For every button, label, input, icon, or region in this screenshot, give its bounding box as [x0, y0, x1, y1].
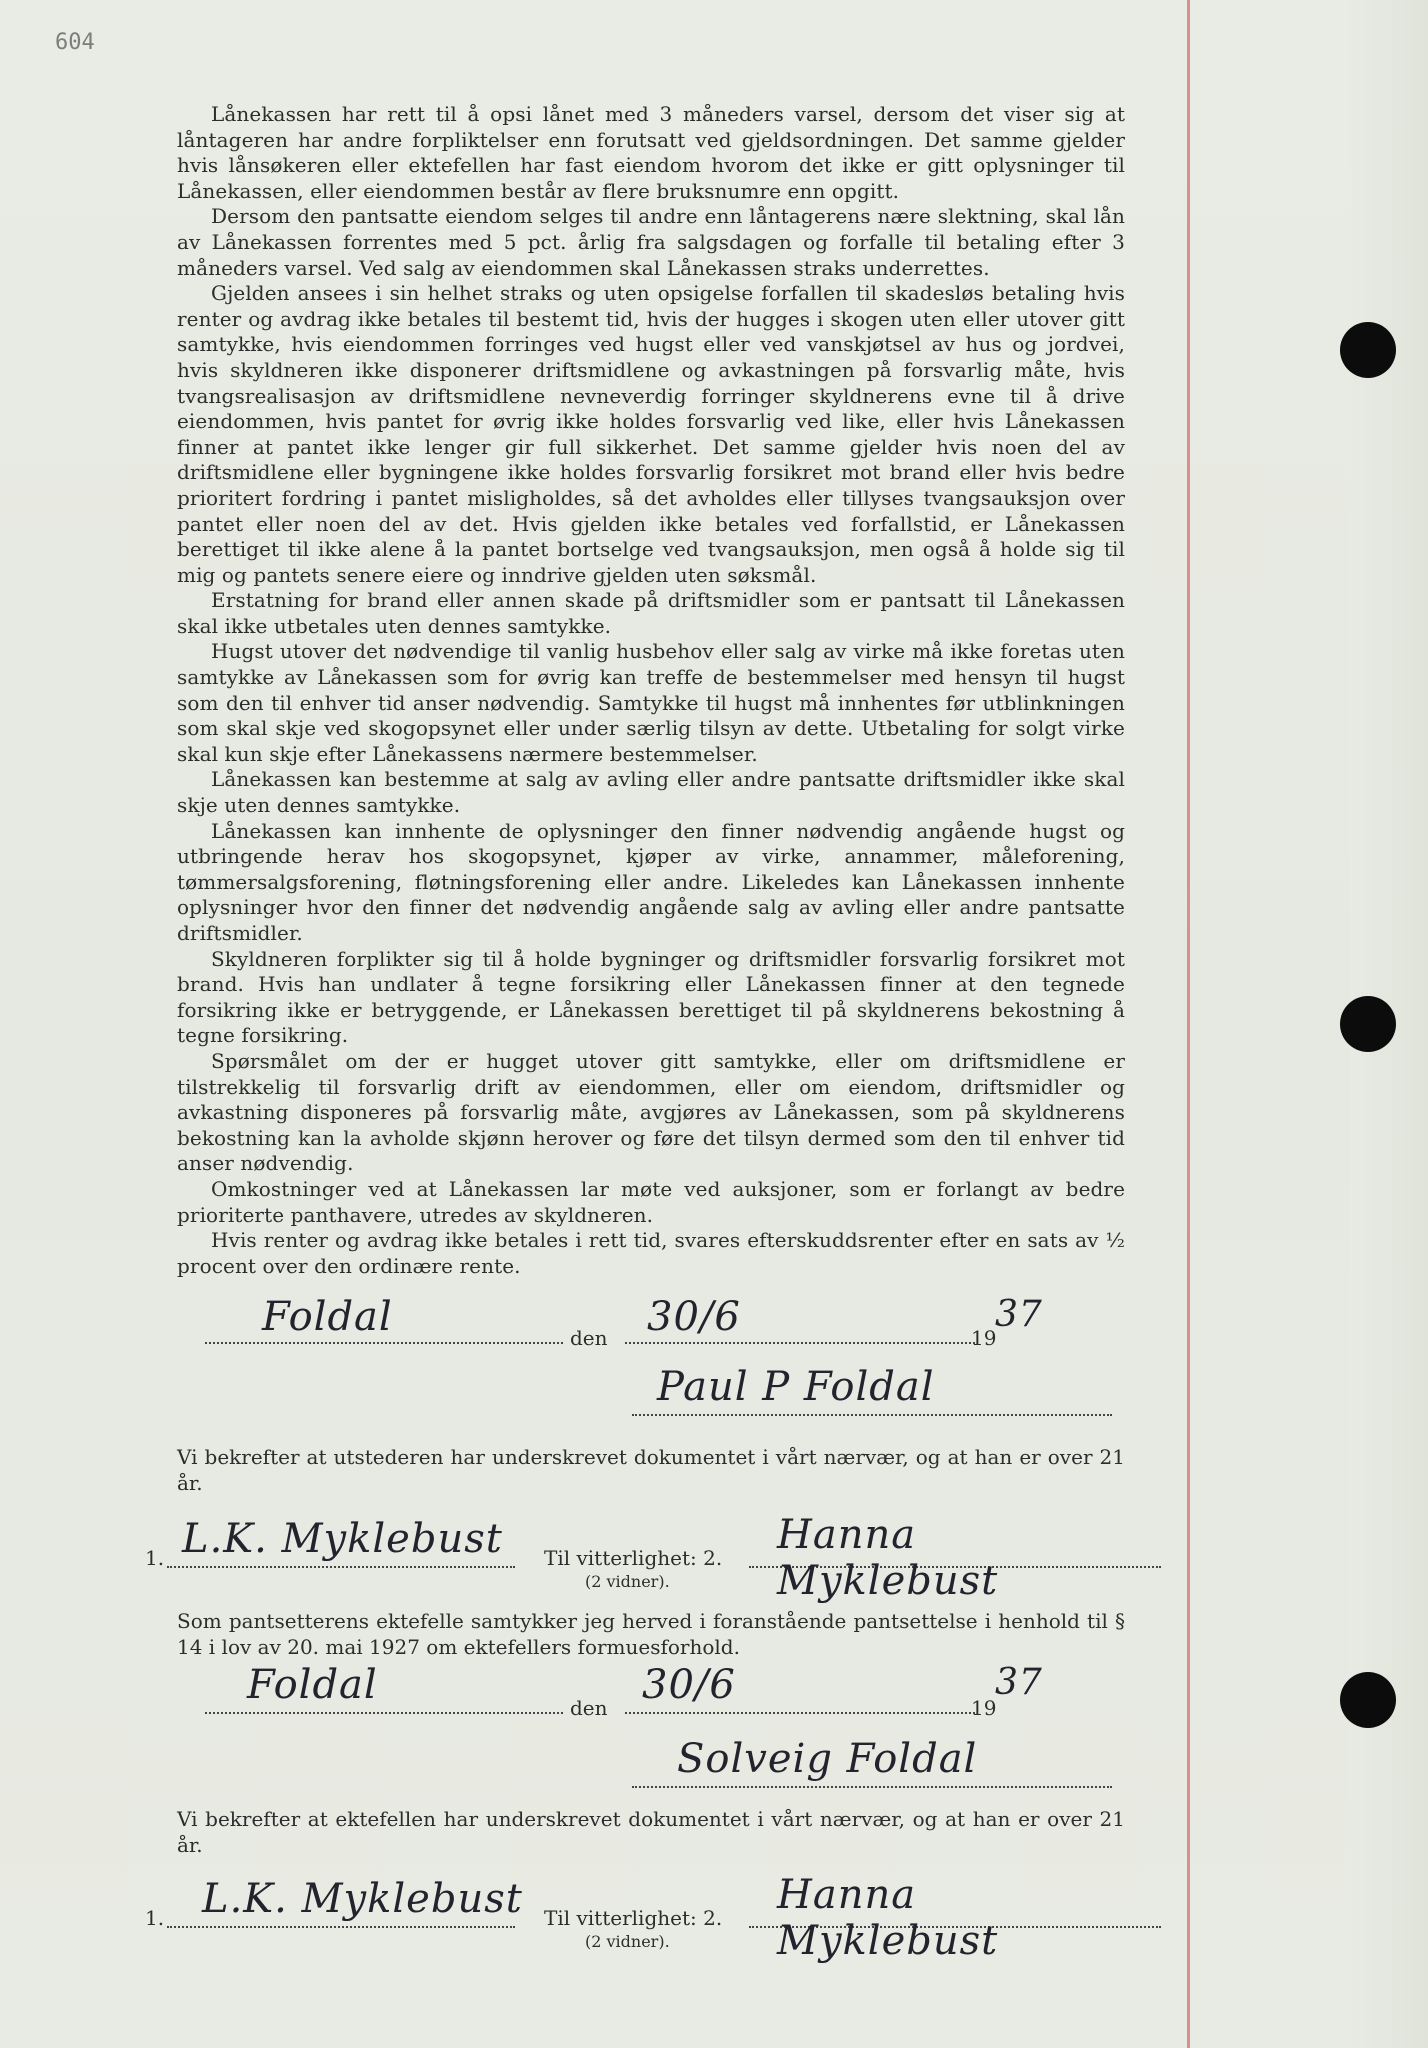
handwritten-date: 30/6 — [647, 1294, 741, 1340]
punch-hole-icon — [1340, 1672, 1396, 1728]
handwritten-witness-2: Hanna Myklebust — [777, 1512, 999, 1604]
handwritten-place: Foldal — [262, 1294, 393, 1340]
paragraph: Hugst utover det nødvendige til vanlig husbehov eller salg av virke må ikke foretas uten samtykke av Lånekassen som for øvrig kan treffe de bestemmelser med hensyn til hugst som den til enhver tid anser nødvendig. Samtykke til hugst må innhentes før utblinkningen som skal skje ved skogopsynet eller under særlig tilsyn av dette. Utbetaling for solgt virke skal kun skje efter Lånekassens nærmere bestemmelser. — [177, 639, 1125, 766]
signing-date-row — [177, 1662, 1125, 1724]
paragraph: Gjelden ansees i sin helhet straks og uten opsigelse forfallen til skadesløs betaling hvis renter og avdrag ikke betales til bestemt tid, hvis der hugges i skogen uten eller utover gitt samtykke, hvis eiendommen forringes ved hugst eller ved vanskjøtsel av hus og jordvei, hvis skyldneren ikke disponerer driftsmidlene og avkastningen på forsvarlig måte, hvis tvangsrealisasjon av driftsmidlene nevneverdig forringer skyldnerens evne til å drive eiendommen, hvis pantet for øvrig ikke holdes forsvarlig ved like, eller hvis Lånekassen finner at pantet ikke lenger gir full sikkerhet. Det samme gjelder hvis noen del av driftsmidlene eller bygningene ikke holdes forsvarlig forsikret mot brand eller hvis bedre prioritert fordring i pantet misligholdes, så det avholdes eller tillyses tvangsauksjon over pantet eller noen del av det. Hvis gjelden ikke betales ved forfallstid, er Lånekassen berettiget til ikke alene å la pantet bortselge ved tvangsauksjon, men også å holde sig til mig og pantets senere eiere og inndrive gjelden uten søksmål. — [177, 281, 1125, 587]
vidner-note: (2 vidner). — [585, 1932, 670, 1951]
signature-line — [632, 1786, 1112, 1788]
signature-line — [632, 1414, 1112, 1416]
year-prefix: 19 — [971, 1326, 997, 1350]
paragraph: Erstatning for brand eller annen skade på driftsmidler som er pantsatt til Lånekassen skal ikke utbetales uten dennes samtykke. — [177, 588, 1125, 638]
paragraph: Lånekassen kan innhente de oplysninger den finner nødvendig angående hugst og utbringende herav hos skogopsynet, kjøper av virke, annammer, måleforening, tømmersalgsforening, fløtningsforening eller andre. Likeledes kan Lånekassen innhente oplysninger hvor den finner det nødvendig angående salg av avling eller andre pantsatte driftsmidler. — [177, 818, 1125, 945]
handwritten-place: Foldal — [247, 1662, 378, 1708]
paragraph: Lånekassen har rett til å opsi lånet med 3 måneders varsel, dersom det viser sig at låntageren har andre forpliktelser enn forutsatt ved gjeldsordningen. Det samme gjelder hvis lånsøkeren eller ektefellen har fast eiendom hvorom det ikke er gitt oplysninger til Lånekassen, eller eiendommen består av flere bruksnumre enn opgitt. — [177, 102, 1125, 203]
vidner-note: (2 vidner). — [585, 1572, 670, 1591]
paragraph: Dersom den pantsatte eiendom selges til andre enn låntagerens nære slektning, skal lån av Lånekassen forrentes med 5 pct. årlig fra salgsdagen og forfalle til betaling efter 3 måneders varsel. Ved salg av eiendommen skal Lånekassen straks underrettes. — [177, 204, 1125, 280]
handwritten-witness-1: L.K. Myklebust — [182, 1516, 503, 1562]
place-line — [205, 1342, 563, 1344]
handwritten-witness-1: L.K. Myklebust — [202, 1876, 523, 1922]
signature-row — [177, 1364, 1125, 1426]
terms-text — [177, 102, 1125, 1279]
signature-row — [177, 1736, 1125, 1798]
spouse-consent: Som pantsetterens ektefelle samtykker jeg herved i foranstående pantsettelse i henhold til § 14 i lov av 20. mai 1927 om ektefellers formuesforhold. — [177, 1609, 1125, 1659]
paragraph: Skyldneren forplikter sig til å holde bygninger og driftsmidler forsvarlig forsikret mot brand. Hvis han undlater å tegne forsikring eller Lånekassen finner at den tegnede forsikring ikke er betryggende, er Lånekassen berettiget til på skyldnerens bekostning å tegne forsikring. — [177, 946, 1125, 1048]
date-line — [625, 1712, 975, 1714]
punch-hole-icon — [1340, 996, 1396, 1052]
punch-hole-icon — [1340, 322, 1396, 378]
paragraph: Spørsmålet om der er hugget utover gitt samtykke, eller om driftsmidlene er tilstrekkelig til forsvarlig drift av eiendommen, eller om eiendom, driftsmidler og avkastning disponeres på forsvarlig måte, avgjøres av Lånekassen, som på skyldnerens bekostning kan la avholde skjønn herover og føre det tilsyn dermed som den til enhver tid anser nødvendig. — [177, 1048, 1125, 1176]
den-label: den — [570, 1696, 608, 1720]
signing-date-row — [177, 1294, 1125, 1354]
handwritten-year: 37 — [995, 1662, 1043, 1703]
page-number-note: 604 — [55, 30, 95, 55]
paragraph: Omkostninger ved at Lånekassen lar møte ved auksjoner, som er forlangt av bedre prioriterte panthavere, utredes av skyldneren. — [177, 1176, 1125, 1227]
year-prefix: 19 — [971, 1696, 997, 1720]
witness-statement: Vi bekrefter at utstederen har underskrevet dokumentet i vårt nærvær, og at han er over 21 år. — [177, 1445, 1125, 1495]
handwritten-date: 30/6 — [642, 1662, 736, 1708]
witness-line — [167, 1566, 515, 1568]
til-vitterlighet-label: Til vitterlighet: 2. — [544, 1906, 723, 1930]
den-label: den — [570, 1326, 608, 1350]
witness-line — [167, 1926, 515, 1928]
witness-number: 1. — [145, 1906, 165, 1930]
handwritten-year: 37 — [995, 1294, 1043, 1335]
witness-row — [145, 1512, 1125, 1604]
handwritten-signature: Paul P Foldal — [657, 1364, 935, 1410]
red-margin-line — [1187, 0, 1190, 2048]
witness-statement: Vi bekrefter at ektefellen har underskrevet dokumentet i vårt nærvær, og at han er over 21 år. — [177, 1807, 1125, 1857]
date-line — [625, 1342, 975, 1344]
handwritten-witness-2: Hanna Myklebust — [777, 1872, 999, 1964]
witness-number: 1. — [145, 1546, 165, 1570]
witness-row — [145, 1872, 1125, 1964]
place-line — [205, 1712, 563, 1714]
til-vitterlighet-label: Til vitterlighet: 2. — [544, 1546, 723, 1570]
paragraph: Lånekassen kan bestemme at salg av avling eller andre pantsatte driftsmidler ikke skal skje uten dennes samtykke. — [177, 767, 1125, 818]
paragraph: Hvis renter og avdrag ikke betales i rett tid, svares efterskuddsrenter efter en sats av ½ procent over den ordinære rente. — [177, 1228, 1125, 1278]
handwritten-signature: Solveig Foldal — [677, 1736, 978, 1782]
